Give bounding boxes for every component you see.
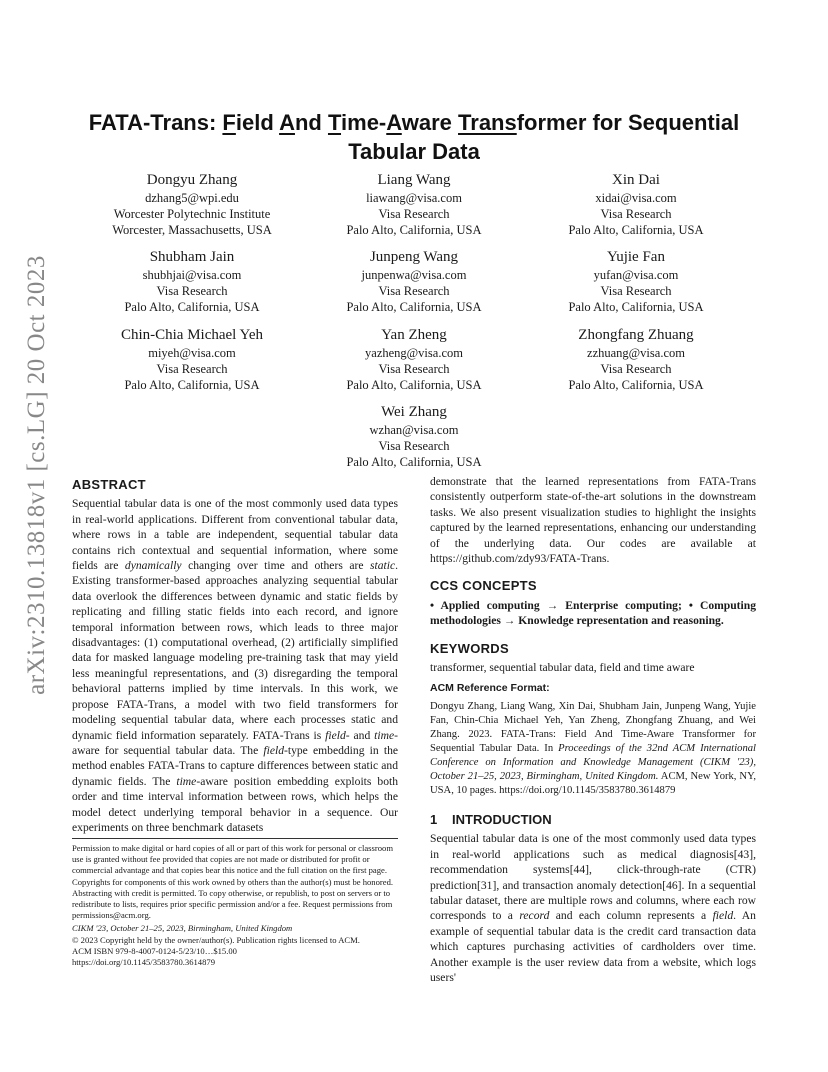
author-email: zzhuang@visa.com — [587, 346, 685, 360]
author-location: Palo Alto, California, USA — [346, 300, 482, 314]
introduction-text: Sequential tabular data is one of the most commonly used data types in real-world applications such as medical diagnosis[43], recommendation systems[44], click-through-rate (CTR) prediction[31], and transaction anomaly detection[46]. In a sequential tabular dataset, there are multiple rows and columns, where each row corresponds to a record and each column represents a field. An example of sequential tabular data is the credit card transaction data which captures purchasing activities of cardholders over time. Another example is the user review data from a website, which logs users' — [430, 832, 756, 984]
author-affiliation: Visa Research — [378, 362, 450, 376]
author-email: dzhang5@wpi.edu — [145, 191, 239, 205]
author-block — [72, 170, 312, 238]
author-email: yazheng@visa.com — [365, 346, 463, 360]
author-name: Xin Dai — [612, 172, 660, 188]
author-block — [72, 247, 312, 315]
abstract-heading: ABSTRACT — [72, 477, 146, 492]
author-block — [516, 247, 756, 315]
conference-venue: CIKM '23, October 21–25, 2023, Birmingham, United Kingdom — [72, 923, 293, 934]
title-fragment: F — [222, 110, 236, 135]
author-email: shubhjai@visa.com — [142, 268, 242, 282]
title-fragment: FATA-Trans: — [88, 110, 223, 135]
title-fragment: A — [279, 110, 295, 135]
author-name: Wei Zhang — [381, 404, 447, 420]
author-email: xidai@visa.com — [595, 191, 677, 205]
author-location: Palo Alto, California, USA — [568, 300, 704, 314]
author-location: Palo Alto, California, USA — [568, 223, 704, 237]
permission-notice: Permission to make digital or hard copies of all or part of this work for personal or classroom use is granted without fee provided that copies are not made or distributed for profit or commercial advantage and that copies bear this notice and the full citation on the first page. Copyrights for components of this work owned by others than the author(s) must be honored. Abstracting with credit is permitted. To copy otherwise, or republish, to post on servers or to redistribute to lists, requires prior specific permission and/or a fee. Request permissions from permissions@acm.org. — [72, 843, 394, 921]
title-fragment: ime- — [341, 110, 387, 135]
title-fragment: former for Sequential — [516, 110, 740, 135]
reference-format-label: ACM Reference Format: — [430, 682, 550, 695]
author-affiliation: Visa Research — [600, 207, 672, 221]
author-affiliation: Visa Research — [378, 439, 450, 453]
title-fragment: Trans — [458, 110, 517, 135]
author-location: Palo Alto, California, USA — [568, 378, 704, 392]
author-block — [294, 170, 534, 238]
author-block — [294, 402, 534, 470]
reference-format-text: Dongyu Zhang, Liang Wang, Xin Dai, Shubham Jain, Junpeng Wang, Yujie Fan, Chin-Chia Michael Yeh, Yan Zheng, Zhongfang Zhuang, and Wei Zhang. 2023. FATA-Trans: Field And Time-Aware Transformer for Sequential Tabular Data. In Proceedings of the 32nd ACM International Conference on Information and Knowledge Management (CIKM '23), October 21–25, 2023, Birmingham, United Kingdom. ACM, New York, NY, USA, 10 pages. https://doi.org/10.1145/3583780.3614879 — [430, 700, 756, 796]
arxiv-identifier: arXiv:2310.13818v1 [cs.LG] 20 Oct 2023 — [23, 255, 50, 695]
author-email: junpenwa@visa.com — [361, 268, 467, 282]
author-affiliation: Visa Research — [156, 284, 228, 298]
author-name: Yujie Fan — [607, 249, 665, 265]
author-name: Liang Wang — [377, 172, 451, 188]
author-email: liawang@visa.com — [366, 191, 462, 205]
keywords-text: transformer, sequential tabular data, field and time aware — [430, 661, 695, 675]
title-fragment: T — [327, 110, 342, 135]
author-affiliation: Visa Research — [156, 362, 228, 376]
author-block — [294, 325, 534, 393]
author-email: miyeh@visa.com — [148, 346, 236, 360]
title-line-2: Tabular Data — [348, 139, 480, 164]
author-location: Worcester, Massachusetts, USA — [112, 223, 272, 237]
abstract-continued: demonstrate that the learned representations from FATA-Trans consistently outperform state-of-the-art solutions in the downstream tasks. We also present visualization studies to highlight the insights captured by the learned representations, enhancing our understanding of the underlying data. Our codes are available at https://github.com/zdy93/FATA-Trans. — [430, 475, 756, 566]
author-name: Junpeng Wang — [369, 249, 459, 265]
author-email: wzhan@visa.com — [369, 423, 459, 437]
right-column — [430, 474, 756, 985]
ccs-heading: CCS CONCEPTS — [430, 578, 537, 594]
author-block — [294, 247, 534, 315]
title-fragment: ield — [235, 110, 280, 135]
author-name: Shubham Jain — [149, 249, 235, 265]
title-fragment: A — [386, 110, 402, 135]
author-location: Palo Alto, California, USA — [124, 378, 260, 392]
title-line-1 — [70, 108, 758, 137]
author-block — [516, 170, 756, 238]
author-location: Palo Alto, California, USA — [124, 300, 260, 314]
keywords-section — [430, 641, 756, 676]
author-affiliation: Visa Research — [600, 284, 672, 298]
author-affiliation: Worcester Polytechnic Institute — [113, 207, 271, 221]
author-affiliation: Visa Research — [378, 284, 450, 298]
author-block — [516, 325, 756, 393]
doi-link[interactable]: https://doi.org/10.1145/3583780.3614879 — [72, 957, 215, 968]
author-email: yufan@visa.com — [593, 268, 679, 282]
abstract-text: Sequential tabular data is one of the most commonly used data types in real-world applications. Different from conventional tabular data, where rows in a table are independent, sequential tabular data contains rich contextual and sequential information, where some fields are dynamically changing over time and others are static. Existing transformer-based approaches analyzing sequential tabular data overlook the differences between dynamic and static fields by replicating and filling static fields into each record, and ignore temporal information between rows, which leads to three major disadvantages: (1) computational overhead, (2) artificially simplified data for masked language modeling pre-training task that may yield less meaningful representations, and (3) disregarding the temporal behavioral patterns implied by time intervals. In this work, we propose FATA-Trans, a model with two field transformers for modeling sequential tabular data, where each processes static and dynamic field information separately. FATA-Trans is field- and time-aware for sequential tabular data. The field-type embedding in the method enables FATA-Trans to capture differences between static and dynamic fields. The time-aware position embedding exploits both order and time interval information between rows, which helps the model detect underlying temporal behavior in a sequence. Our experiments on three benchmark datasets — [72, 497, 399, 834]
ccs-text: • Applied computing → Enterprise computing; • Computing methodologies → Knowledge representation and reasoning. — [430, 598, 756, 628]
author-name: Dongyu Zhang — [146, 172, 238, 188]
author-affiliation: Visa Research — [378, 207, 450, 221]
author-block — [72, 325, 312, 393]
author-name: Zhongfang Zhuang — [578, 327, 694, 343]
copyright-footnote — [72, 838, 398, 968]
author-name: Yan Zheng — [381, 327, 447, 343]
title-fragment: ware — [401, 110, 459, 135]
ccs-section — [430, 578, 756, 628]
isbn-line: ACM ISBN 979-8-4007-0124-5/23/10…$15.00 — [72, 945, 237, 956]
title-fragment: nd — [294, 110, 328, 135]
keywords-heading: KEYWORDS — [430, 640, 509, 656]
author-location: Palo Alto, California, USA — [346, 378, 482, 392]
introduction-heading: 1 INTRODUCTION — [430, 811, 552, 827]
left-column — [72, 477, 398, 835]
author-name: Chin-Chia Michael Yeh — [120, 327, 264, 343]
author-location: Palo Alto, California, USA — [346, 223, 482, 237]
copyright-line: © 2023 Copyright held by the owner/author(s). Publication rights licensed to ACM. — [72, 934, 360, 945]
author-location: Palo Alto, California, USA — [346, 455, 482, 469]
paper-title — [70, 108, 758, 166]
author-affiliation: Visa Research — [600, 362, 672, 376]
